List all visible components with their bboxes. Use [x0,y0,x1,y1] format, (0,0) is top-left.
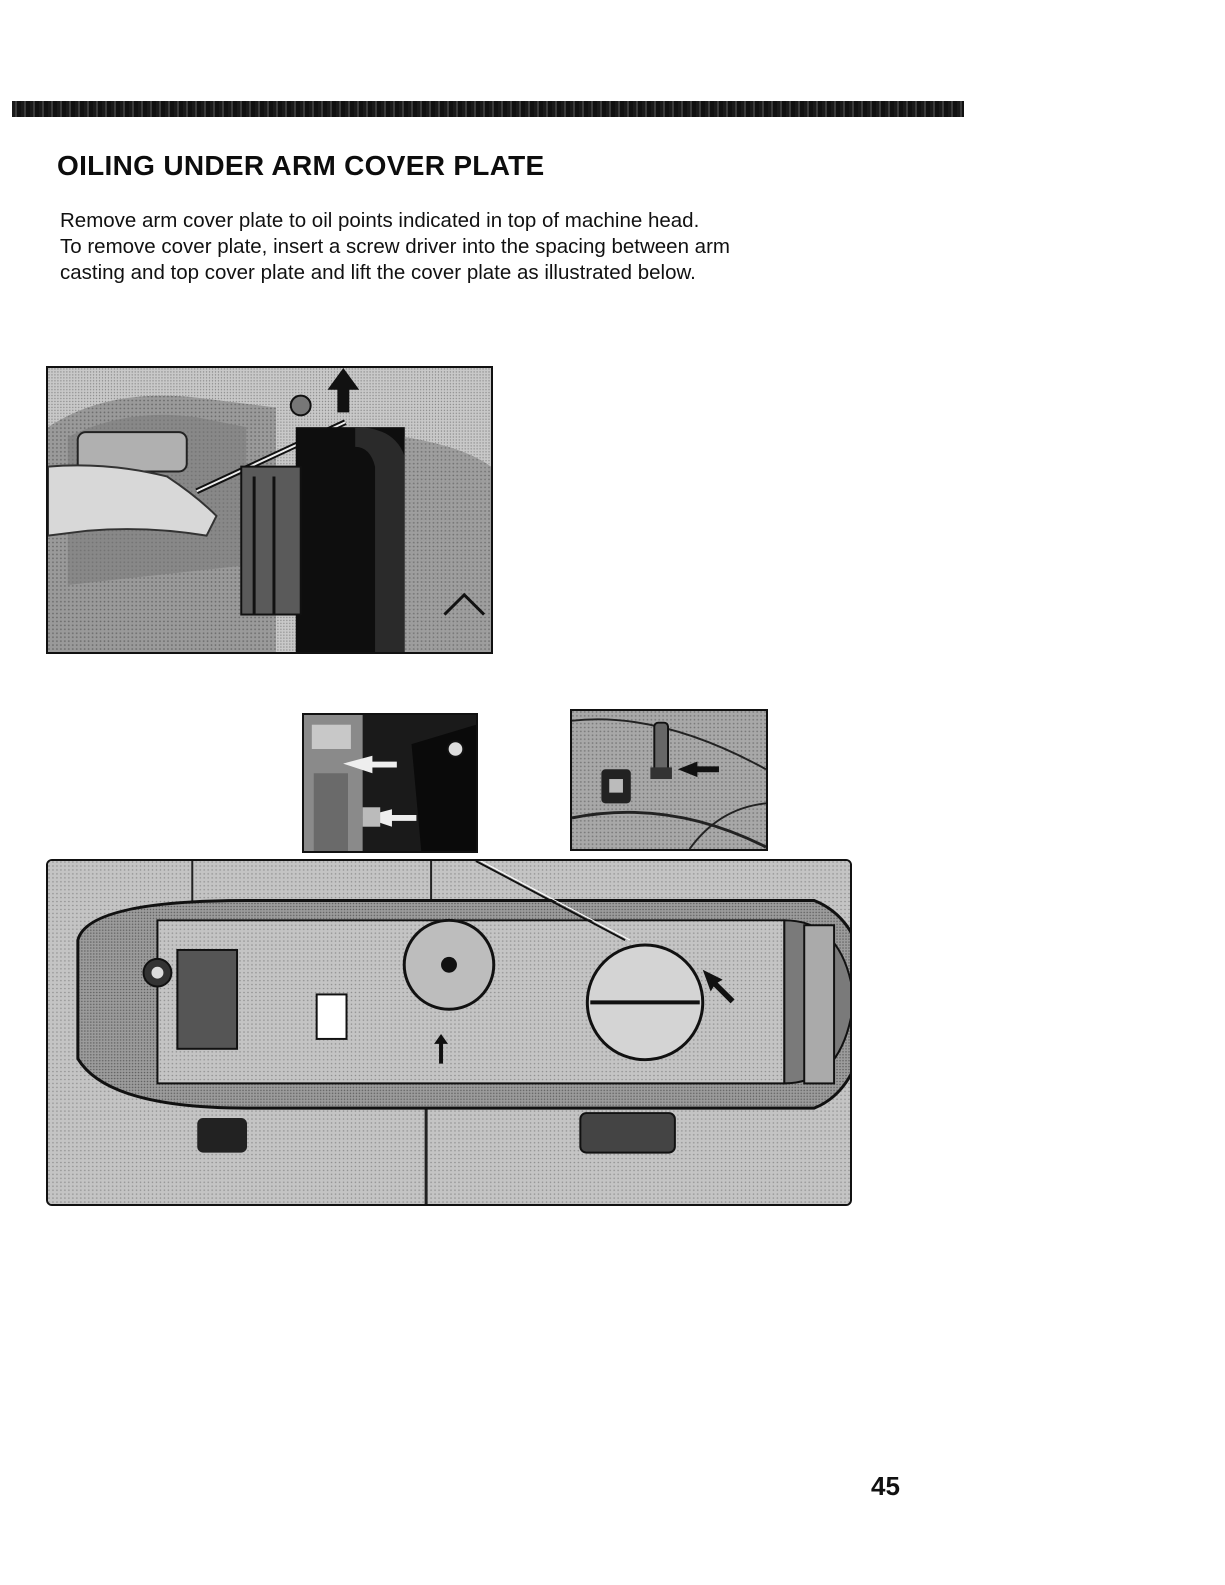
page-number: 45 [871,1471,900,1501]
header-rule [12,101,964,117]
oil-points-closeup-left-photo [302,713,478,853]
paragraph-line-1: Remove arm cover plate to oil points indicated in top of machine head. [60,209,700,232]
paragraph-line-2: To remove cover plate, insert a screw driver into the spacing between arm [60,235,730,258]
page-title: OILING UNDER ARM COVER PLATE [57,150,545,181]
machine-head-top-view-photo [46,859,852,1206]
oil-point-closeup-right-photo [570,709,768,851]
screwdriver-lifting-cover-photo [46,366,493,654]
instruction-paragraph [60,208,890,286]
paragraph-line-3: casting and top cover plate and lift the cover plate as illustrated below. [60,261,696,284]
